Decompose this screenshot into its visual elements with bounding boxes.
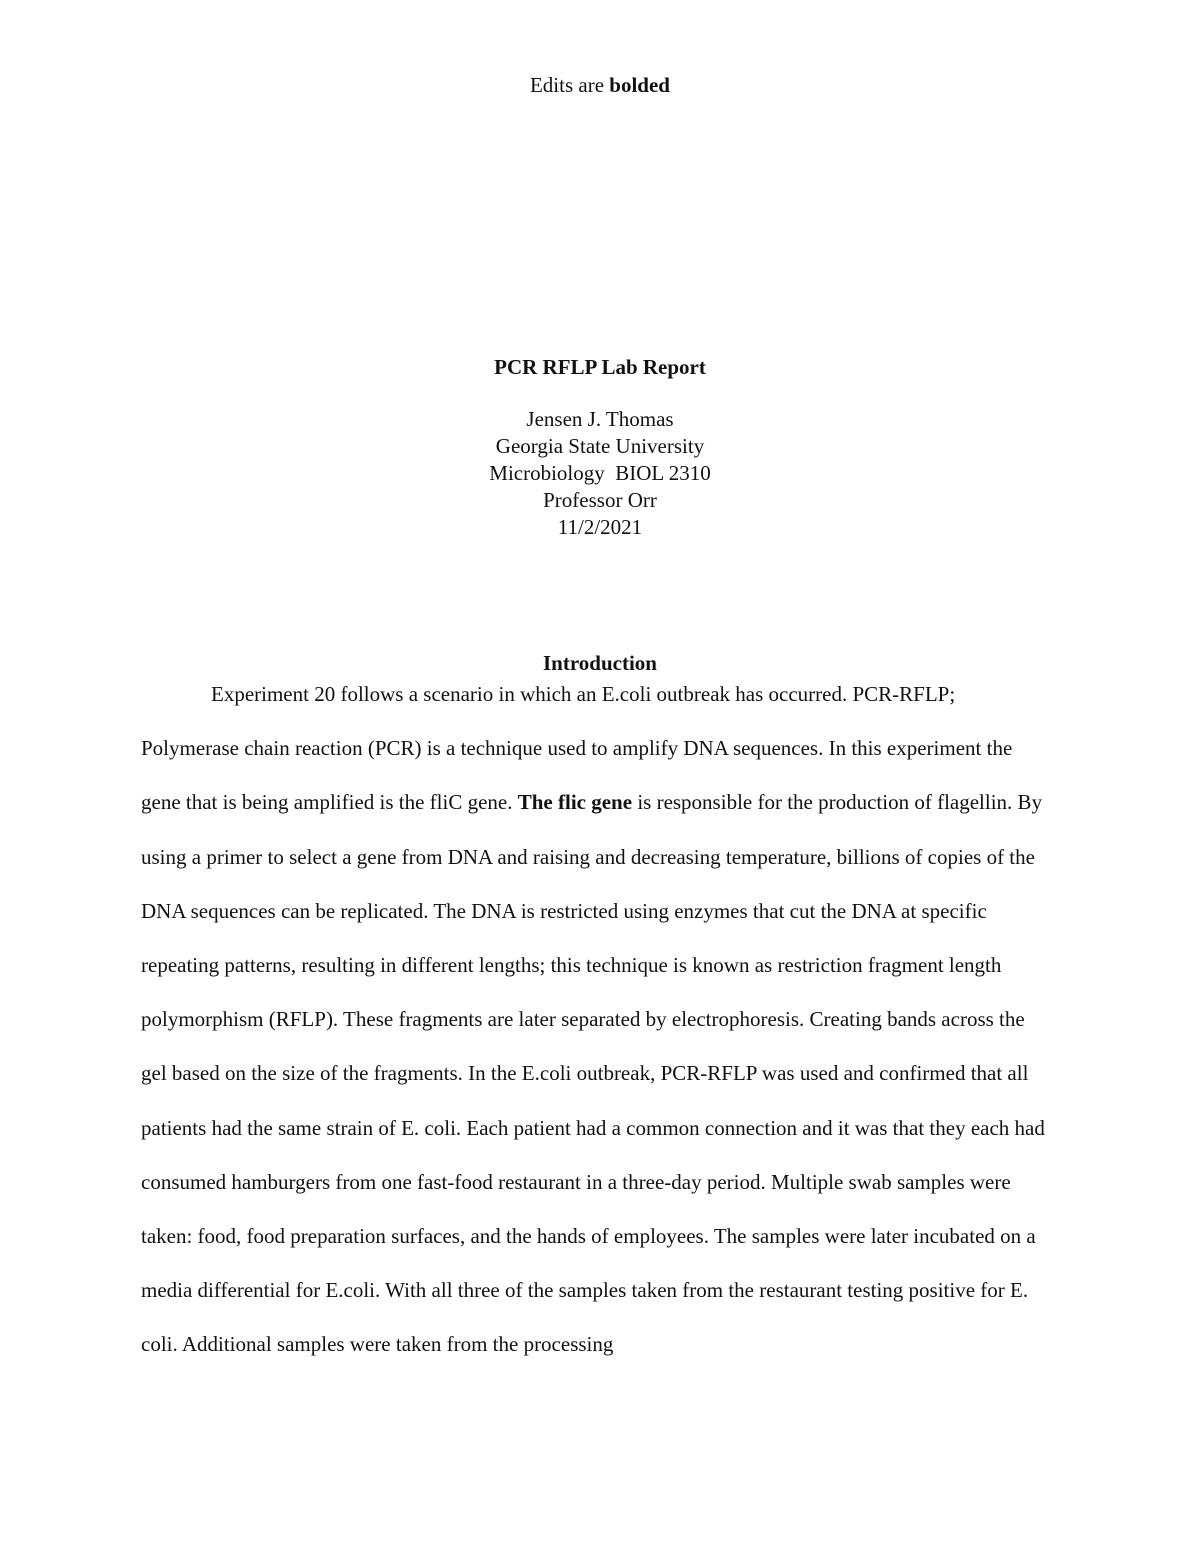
institution-name: Georgia State University [495,434,705,458]
report-date: 11/2/2021 [557,515,643,539]
title-block [0,352,1200,541]
author-name: Jensen J. Thomas [526,407,674,431]
course-name: Microbiology BIOL 2310 [489,461,711,485]
professor-name: Professor Orr [543,488,657,512]
introduction-heading: Introduction [543,651,657,675]
edits-note-prefix: Edits are [529,73,610,97]
introduction-paragraph [141,667,1053,1372]
report-title: PCR RFLP Lab Report [494,355,706,379]
edits-note-bold: bolded [609,73,670,97]
introduction-bold-edit: The flic gene [517,790,633,815]
introduction-text-part1: Experiment 20 follows a scenario in which an E.coli outbreak has occurred. PCR-RFLP; Polymerase chain reaction (PCR) is a technique used to amplify DNA sequences. In this experiment the gene that is being amplified is the fliC gene. [141,682,1013,815]
edits-note [0,70,1200,100]
introduction-text-part2: is responsible for the production of flagellin. By using a primer to select a gene from DNA and raising and decreasing temperature, billions of copies of the DNA sequences can be replicated. The DNA is restricted using enzymes that cut the DNA at specific repeating patterns, resulting in different lengths; this technique is known as restriction fragment length polymorphism (RFLP). These fragments are later separated by electrophoresis. Creating bands across the gel based on the size of the fragments. In the E.coli outbreak, PCR-RFLP was used and confirmed that all patients had the same strain of E. coli. Each patient had a common connection and it was that they each had consumed hamburgers from one fast-food restaurant in a three-day period. Multiple swab samples were taken: food, food preparation surfaces, and the hands of employees. The samples were later incubated on a media differential for E.coli. With all three of the samples taken from the restaurant testing positive for E. coli. Additional samples were taken from the processing [141,790,1045,1357]
